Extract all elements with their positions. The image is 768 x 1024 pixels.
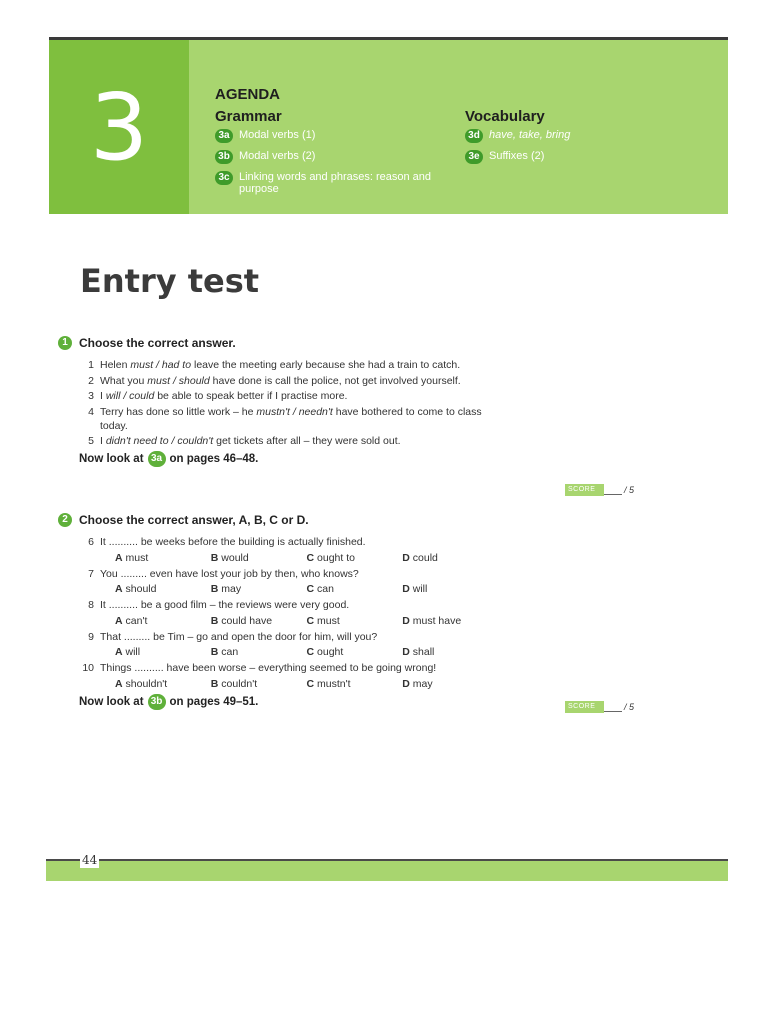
exercise-2 [58,512,498,710]
option-text: mustn't [317,677,351,690]
vocabulary-item[interactable] [465,150,685,164]
option-text: should [125,583,157,595]
option-text: will [412,583,428,595]
question-5 [58,434,498,448]
exercise-number-badge: 1 [58,336,72,350]
score-box-1 [565,484,634,496]
option-letter: D [402,677,410,690]
answer-option[interactable] [402,677,498,691]
question-fragment: I [100,390,106,402]
score-label: SCORE [565,701,604,713]
grammar-heading: Grammar [215,108,282,125]
option-text: ought to [317,551,355,564]
answer-option[interactable] [211,645,307,659]
option-letter: D [402,551,410,564]
score-blank[interactable] [604,702,622,712]
vocabulary-item[interactable] [465,129,685,143]
answer-option[interactable] [307,614,403,628]
score-total: / 5 [624,702,635,712]
question-number: 1 [88,359,94,371]
vocabulary-list [465,129,685,171]
section-link-3b[interactable]: 3b [148,694,166,710]
grammar-item-label: Linking words and phrases: reason and purpose [239,171,432,195]
footer-bar [46,861,728,881]
question-number: 5 [88,435,94,447]
option-text: can't [125,614,148,627]
answer-choices[interactable]: didn't need to / couldn't [105,435,214,447]
vocabulary-heading: Vocabulary [465,108,545,125]
score-label: SCORE [565,484,604,496]
option-letter: B [210,614,219,627]
answer-options [115,551,498,565]
answer-option[interactable] [115,614,211,628]
chapter-banner [49,40,728,214]
answer-option[interactable] [211,677,307,691]
answer-option[interactable] [115,645,211,659]
exercise-1-heading [58,335,498,351]
question-9 [58,630,498,644]
question-fragment: leave the meeting early because she had a train to catch. [191,359,461,371]
section-code-badge: 3c [215,171,233,185]
question-number: 9 [88,630,94,643]
question-text: Things .......... have been worse – everything seemed to be going wrong! [100,662,437,674]
vocabulary-item-label: Suffixes (2) [489,150,545,162]
question-fragment: What you [100,374,148,387]
question-text: It .......... be a good film – the reviews were very good. [100,599,350,611]
question-number: 3 [88,390,94,402]
exercise-1 [58,335,498,467]
question-10 [58,661,498,675]
option-letter: B [210,583,219,595]
option-text: must have [412,614,462,627]
score-blank[interactable] [604,485,622,495]
question-text: That ......... be Tim – go and open the door for him, will you? [100,630,378,643]
answer-option[interactable] [402,614,498,628]
question-number: 4 [88,405,94,418]
option-text: could [412,551,438,564]
question-8 [58,598,498,612]
section-code-badge: 3a [215,129,233,143]
answer-option[interactable] [115,551,211,565]
option-letter: B [210,551,219,564]
option-letter: D [402,646,410,658]
question-fragment: Helen [100,359,131,371]
grammar-item[interactable] [215,150,455,164]
question-text: You ......... even have lost your job by then, who knows? [100,567,359,580]
score-total: / 5 [624,485,635,495]
option-letter: C [306,677,315,690]
question-number: 6 [88,536,94,548]
exercise-2-questions [58,535,498,691]
look-suffix: on pages 49–51. [169,695,259,708]
question-number: 7 [88,567,94,580]
question-text [100,374,498,388]
question-fragment: I [100,435,106,447]
question-text [100,358,498,372]
question-fragment: have done is call the police, not get involved yourself. [209,374,461,387]
option-text: could have [221,614,273,627]
answer-options [115,582,498,596]
option-letter: C [306,583,315,595]
option-letter: D [402,583,410,595]
question-text [100,405,498,433]
answer-option[interactable] [211,551,307,565]
option-text: will [125,646,141,658]
question-fragment: Terry has done so little work – he [100,405,257,418]
question-fragment: be able to speak better if I practise more. [154,390,348,402]
exercise-2-heading [58,512,498,528]
answer-choices[interactable]: will / could [105,390,155,402]
section-code-badge: 3e [465,150,483,164]
grammar-item[interactable] [215,171,455,195]
answer-option[interactable] [211,582,307,596]
answer-option[interactable] [307,582,403,596]
grammar-list [215,129,455,202]
chapter-number-panel [49,40,189,214]
question-text [100,434,498,448]
option-letter: C [306,551,315,564]
section-link-3a[interactable]: 3a [148,451,166,467]
look-prefix: Now look at [79,695,144,708]
option-text: may [221,583,242,595]
option-letter: A [115,583,123,595]
option-letter: C [306,646,315,658]
question-fragment: have bothered to come to class today. [100,405,482,432]
option-text: must [317,614,340,627]
question-text: It .......... be weeks before the building is actually finished. [100,536,366,548]
option-text: must [125,551,149,564]
question-6 [58,535,498,549]
answer-option[interactable] [402,582,498,596]
chapter-number: 3 [89,74,149,181]
vocabulary-item-label: have, take, bring [489,129,571,141]
question-2 [58,374,498,388]
question-fragment: get tickets after all – they were sold out. [213,435,401,447]
grammar-item-label: Modal verbs (1) [239,129,316,141]
option-text: can [317,583,334,595]
option-text: couldn't [221,677,258,690]
exercise-number-badge: 2 [58,513,72,527]
score-box-2 [565,701,634,713]
question-7 [58,567,498,581]
question-number: 8 [88,599,94,611]
answer-option[interactable] [402,551,498,565]
question-4 [58,405,498,433]
answer-option[interactable] [307,677,403,691]
question-number: 10 [82,662,94,674]
question-1 [58,358,498,372]
option-text: can [221,646,239,658]
answer-options [115,614,498,628]
question-text [100,389,498,403]
answer-choices[interactable]: must / had to [130,359,192,371]
answer-choices[interactable]: must / should [147,374,210,387]
look-reference-1 [79,451,498,467]
option-letter: A [115,677,123,690]
option-letter: A [115,614,123,627]
exercise-instruction: Choose the correct answer. [79,336,236,350]
section-code-badge: 3d [465,129,483,143]
answer-option[interactable] [211,614,307,628]
answer-options [115,677,498,691]
look-suffix: on pages 46–48. [169,453,259,465]
option-letter: D [402,614,410,627]
answer-option[interactable] [115,582,211,596]
answer-option[interactable] [402,645,498,659]
option-letter: B [210,677,219,690]
answer-option[interactable] [307,645,403,659]
option-letter: C [306,614,315,627]
answer-option[interactable] [307,551,403,565]
agenda-title: AGENDA [215,86,281,103]
page-title: Entry test [80,262,260,300]
section-code-badge: 3b [215,150,233,164]
answer-option[interactable] [115,677,211,691]
exercise-1-questions [58,358,498,448]
question-number: 2 [88,374,94,387]
answer-options [115,645,498,659]
option-text: shall [412,646,435,658]
grammar-item-label: Modal verbs (2) [239,150,316,162]
page-number: 44 [82,853,98,867]
option-letter: A [115,551,123,564]
look-prefix: Now look at [79,453,144,465]
option-text: would [221,551,249,564]
look-reference-2 [79,694,498,710]
option-text: may [412,677,433,690]
option-text: ought [317,646,344,658]
option-letter: A [115,646,123,658]
exercise-instruction: Choose the correct answer, A, B, C or D. [79,513,309,527]
answer-choices[interactable]: mustn't / needn't [256,405,333,418]
option-text: shouldn't [125,677,168,690]
question-3 [58,389,498,403]
option-letter: B [210,646,219,658]
grammar-item[interactable] [215,129,455,143]
